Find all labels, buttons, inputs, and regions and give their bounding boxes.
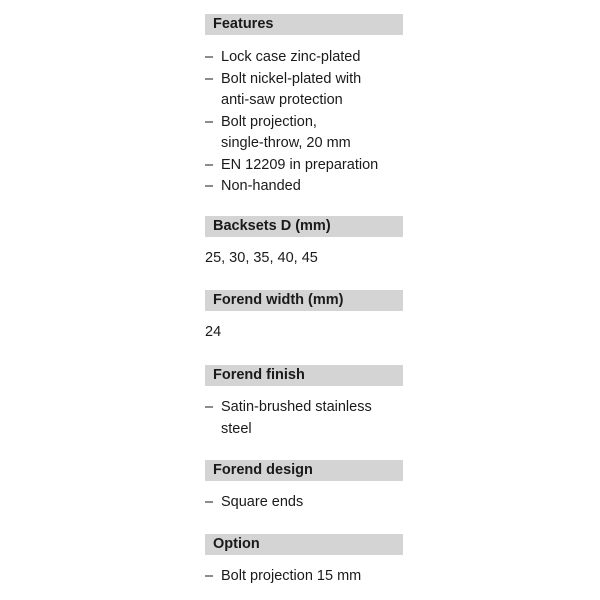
list-item: [205, 69, 378, 112]
dash-bullet: –: [205, 568, 214, 584]
list-item-text: Satin-brushed stainless steel: [221, 399, 372, 437]
dash-bullet: –: [205, 70, 214, 87]
option-list: [205, 566, 361, 588]
forend-finish-header: [205, 365, 403, 386]
forend-width-title: Forend width (mm): [213, 292, 344, 308]
dash-bullet: –: [205, 494, 214, 510]
list-item: [205, 155, 378, 177]
list-item-text: Non-handed: [221, 178, 301, 194]
option-header: [205, 534, 403, 555]
dash-bullet: –: [205, 178, 214, 194]
features-title: Features: [213, 16, 274, 32]
list-item-text: Bolt nickel-plated with anti-saw protection: [221, 70, 362, 108]
backsets-title: Backsets D (mm): [213, 218, 331, 234]
list-item-text: Bolt projection, single-throw, 20 mm: [221, 113, 351, 151]
forend-finish-list: [205, 397, 372, 440]
list-item-text: Square ends: [221, 494, 304, 510]
dash-bullet: –: [205, 113, 214, 130]
list-item: [205, 112, 378, 155]
forend-finish-title: Forend finish: [213, 367, 305, 383]
backsets-header: [205, 216, 403, 237]
forend-design-title: Forend design: [213, 462, 313, 478]
features-list: [205, 47, 378, 198]
forend-design-header: [205, 460, 403, 481]
list-item: [205, 492, 303, 514]
forend-design-list: [205, 492, 303, 514]
list-item: [205, 397, 372, 440]
features-header: [205, 14, 403, 35]
backsets-value: 25, 30, 35, 40, 45: [205, 250, 318, 266]
list-item: [205, 176, 378, 198]
list-item-text: Bolt projection 15 mm: [221, 568, 362, 584]
dash-bullet: –: [205, 399, 214, 415]
list-item: [205, 566, 361, 588]
forend-width-value: 24: [205, 324, 222, 340]
list-item: [205, 47, 378, 69]
list-item-text: EN 12209 in preparation: [221, 156, 379, 173]
list-item-text: Lock case zinc-plated: [221, 49, 361, 65]
forend-width-header: [205, 290, 403, 311]
dash-bullet: –: [205, 49, 214, 65]
dash-bullet: –: [205, 156, 214, 173]
option-title: Option: [213, 536, 260, 552]
